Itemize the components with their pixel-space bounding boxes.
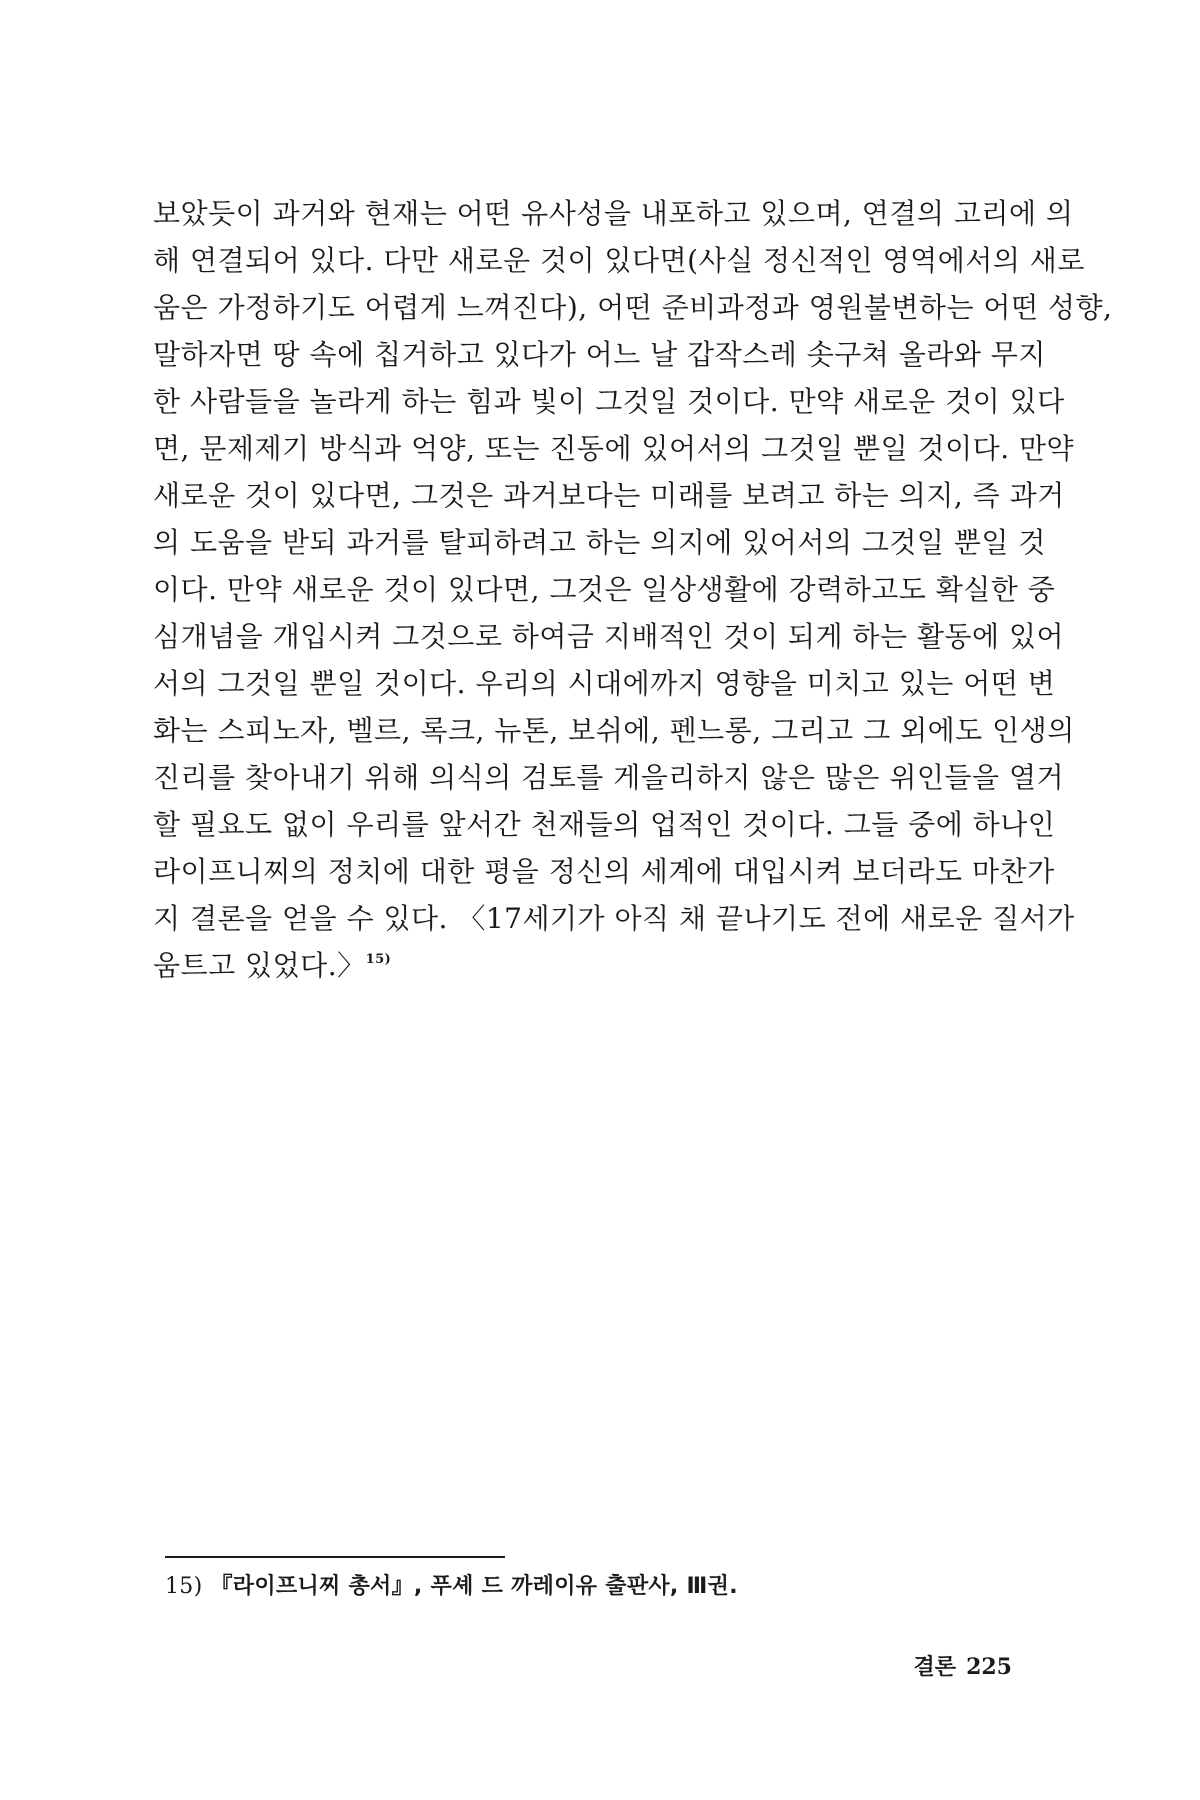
section-title: 결론: [913, 1655, 957, 1680]
footnote: [165, 1572, 738, 1602]
text-line: 진리를 찾아내기 위해 의식의 검토를 게을리하지 않은 많은 위인들을 열거: [153, 761, 1065, 794]
running-footer: [914, 1652, 1012, 1683]
text-line-content: 움트고 있었다.〉: [153, 949, 366, 982]
page-number: 225: [966, 1654, 1012, 1680]
text-line: 의 도움을 받되 과거를 탈피하려고 하는 의지에 있어서의 그것일 뿐일 것: [153, 526, 1046, 559]
footnote-divider: [165, 1556, 505, 1558]
footnote-reference[interactable]: 15): [365, 952, 392, 967]
text-line-last: [153, 942, 1033, 989]
text-line: 해 연결되어 있다. 다만 새로운 것이 있다면(사실 정신적인 영역에서의 새로: [153, 244, 1085, 277]
text-line: 움은 가정하기도 어렵게 느껴진다), 어떤 준비과정과 영원불변하는 어떤 성향,: [153, 291, 1113, 324]
footnote-number: 15): [165, 1574, 203, 1599]
text-line: 서의 그것일 뿐일 것이다. 우리의 시대에까지 영향을 미치고 있는 어떤 변: [153, 667, 1056, 700]
text-line: 면, 문제제기 방식과 억양, 또는 진동에 있어서의 그것일 뿐일 것이다. 만약: [153, 432, 1075, 465]
text-line: 보았듯이 과거와 현재는 어떤 유사성을 내포하고 있으며, 연결의 고리에 의: [153, 197, 1074, 230]
footnote-text: 『라이프니찌 총서』, 푸셰 드 까레이유 출판사, Ⅲ권.: [210, 1574, 738, 1599]
text-line: 말하자면 땅 속에 칩거하고 있다가 어느 날 갑작스레 솟구쳐 올라와 무지: [153, 338, 1046, 371]
text-line: 새로운 것이 있다면, 그것은 과거보다는 미래를 보려고 하는 의지, 즉 과거: [153, 479, 1065, 512]
text-line: 이다. 만약 새로운 것이 있다면, 그것은 일상생활에 강력하고도 확실한 중: [153, 573, 1056, 606]
body-paragraph: [153, 190, 1113, 989]
text-line: 라이프니찌의 정치에 대한 평을 정신의 세계에 대입시켜 보더라도 마찬가: [153, 855, 1055, 888]
text-line: 한 사람들을 놀라게 하는 힘과 빛이 그것일 것이다. 만약 새로운 것이 있다: [153, 385, 1065, 418]
text-line: 심개념을 개입시켜 그것으로 하여금 지배적인 것이 되게 하는 활동에 있어: [153, 620, 1065, 653]
text-line: 지 결론을 얻을 수 있다. 〈17세기가 아직 채 끝나기도 전에 새로운 질서가: [153, 902, 1075, 935]
text-line: 화는 스피노자, 벨르, 록크, 뉴톤, 보쉬에, 펜느롱, 그리고 그 외에도 인생의: [153, 714, 1075, 747]
text-line: 할 필요도 없이 우리를 앞서간 천재들의 업적인 것이다. 그들 중에 하나인: [153, 808, 1056, 841]
